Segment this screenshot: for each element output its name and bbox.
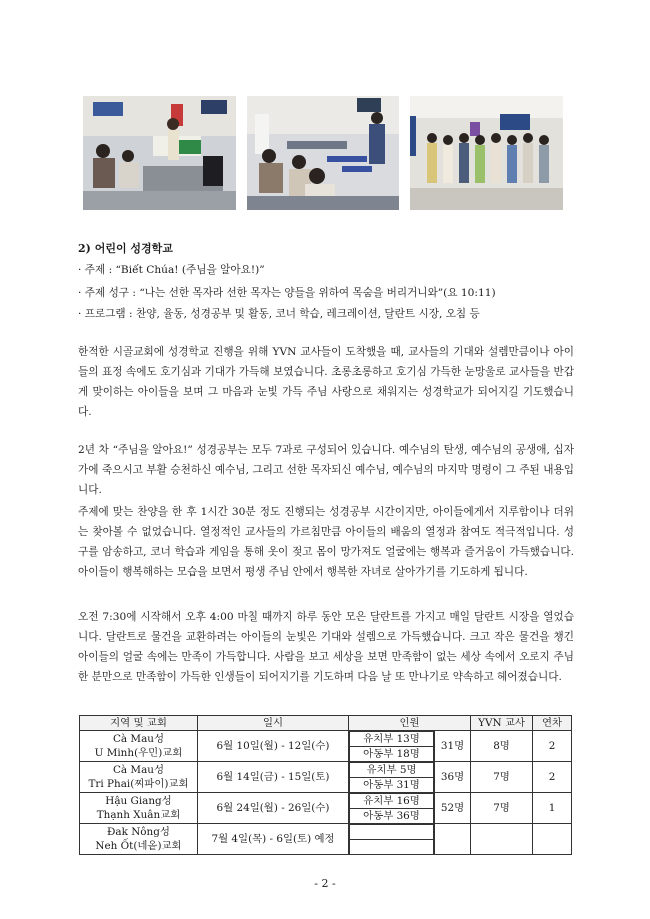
bullet-verse: · 주제 성구 : “나는 선한 목자라 선한 목자는 양들을 위하여 목숨을 버리거니와”(요 10:11)	[78, 287, 496, 299]
header-region: 지역 및 교회	[80, 716, 198, 731]
year-count: 1	[533, 793, 572, 824]
date-cell: 6월 14일(금) - 15일(토)	[198, 762, 349, 793]
table-header-row	[80, 716, 572, 731]
region-province: Hậu Giang성	[105, 795, 172, 807]
kinder-count: 유치부 13명	[350, 732, 434, 747]
year-count	[533, 824, 572, 855]
region-cell	[80, 731, 198, 762]
region-church: U Minh(우민)교회	[94, 747, 183, 759]
kinder-count: 유치부 5명	[350, 763, 434, 778]
header-date: 일시	[198, 716, 349, 731]
region-cell	[80, 793, 198, 824]
region-church: Tri Phai(찌파이)교회	[88, 778, 189, 790]
kinder-count: 유치부 16명	[350, 794, 434, 809]
child-count: 아동부 36명	[350, 809, 434, 824]
region-province: Cà Mau성	[112, 764, 164, 776]
region-province: Cà Mau성	[112, 733, 164, 745]
header-year: 연차	[533, 716, 572, 731]
year-count: 2	[533, 762, 572, 793]
header-teachers: YVN 교사	[471, 716, 533, 731]
header-people: 인원	[349, 716, 471, 731]
date-cell: 6월 10일(월) - 12일(수)	[198, 731, 349, 762]
people-breakdown	[349, 731, 435, 762]
kinder-count	[350, 825, 434, 840]
teacher-count: 7명	[471, 793, 533, 824]
paragraph-talent-market: 오전 7:30에 시작해서 오후 4:00 마칠 때까지 하루 동안 모은 달란트를 가지고 매일 달란트 시장을 열었습니다. 달란트로 물건을 교환하려는 아이들의 눈빛은 기대와 설렘으로 가득했습니다. 크고 작은 물건을 챙긴 아이들의 얼굴 속에는 만족이 가득합니다. 사람을 보고 세상을 보면 만족함이 없는 세상 속에서 오로지 주님 한 분만으로 만족함이 가득한 인생들이 되어지기를 기도하며 다음 날 또 만나기로 약속하고 헤어졌습니다.	[78, 611, 574, 683]
teacher-count: 7명	[471, 762, 533, 793]
region-church: Neh Ốt(네옽)교회	[95, 840, 182, 852]
page-number: - 2 -	[314, 877, 336, 890]
bullet-program: · 프로그램 : 찬양, 율동, 성경공부 및 활동, 코너 학습, 레크레이션, 달란트 시장, 오침 등	[78, 308, 480, 320]
date-cell: 6월 24일(월) - 26일(수)	[198, 793, 349, 824]
paragraph-curriculum: 2년 차 “주님을 알아요!” 성경공부는 모두 7과로 구성되어 있습니다. 예수님의 탄생, 예수님의 공생애, 십자가에 죽으시고 부활 승천하신 예수님, 그리고 선한 목자되신 예수님, 예수님의 마지막 명령이 그 주된 내용입니다.	[78, 444, 574, 496]
child-count: 아동부 18명	[350, 747, 434, 762]
people-breakdown	[349, 762, 435, 793]
table-row	[80, 824, 572, 855]
teacher-count	[471, 824, 533, 855]
photo-group	[410, 96, 563, 210]
paragraph-arrival: 한적한 시골교회에 성경학교 진행을 위해 YVN 교사들이 도착했을 때, 교사들의 기대와 설렘만큼이나 아이들의 표정 속에도 호기심과 기대가 가득해 보였습니다. 초롱초롱하고 호기심 가득한 눈망울로 교사들을 반갑게 맞이하는 아이들을 보며 그 마음과 눈빛 가득 주님 사랑으로 채워지는 성경학교가 되어지길 기도했습니다.	[78, 346, 574, 418]
table-row	[80, 793, 572, 824]
child-count	[350, 840, 434, 855]
year-count: 2	[533, 731, 572, 762]
total-count: 52명	[435, 793, 471, 824]
total-count: 31명	[435, 731, 471, 762]
child-count: 아동부 31명	[350, 778, 434, 793]
paragraph-study: 주제에 맞는 찬양을 한 후 1시간 30분 정도 진행되는 성경공부 시간이지만, 아이들에게서 지루함이나 더위는 찾아볼 수 없었습니다. 열정적인 교사들의 가르침만큼 아이들의 배움의 열정과 참여도 적극적입니다. 성구를 암송하고, 코너 학습과 게임을 통해 옷이 젖고 몸이 망가져도 얼굴에는 행복과 즐거움이 가득했습니다. 아이들이 행복해하는 모습을 보면서 평생 주님 안에서 행복한 자녀로 살아가기를 기도하게 됩니다.	[78, 506, 574, 578]
photo-classroom	[83, 96, 236, 210]
section-heading: 2) 어린이 성경학교	[78, 242, 173, 255]
teacher-count: 8명	[471, 731, 533, 762]
people-breakdown	[349, 824, 435, 855]
bullet-theme: · 주제 : “Biết Chúa! (주님을 알아요!)”	[78, 264, 265, 276]
table-row	[80, 731, 572, 762]
region-cell	[80, 824, 198, 855]
photo-class-seated	[247, 96, 399, 210]
total-count	[435, 824, 471, 855]
people-breakdown	[349, 793, 435, 824]
region-church: Thạnh Xuân교회	[96, 809, 181, 821]
region-cell	[80, 762, 198, 793]
schedule-table	[79, 715, 572, 855]
region-province: Đak Nông성	[107, 826, 170, 838]
date-cell: 7월 4일(목) - 6일(토) 예정	[198, 824, 349, 855]
total-count: 36명	[435, 762, 471, 793]
table-row	[80, 762, 572, 793]
